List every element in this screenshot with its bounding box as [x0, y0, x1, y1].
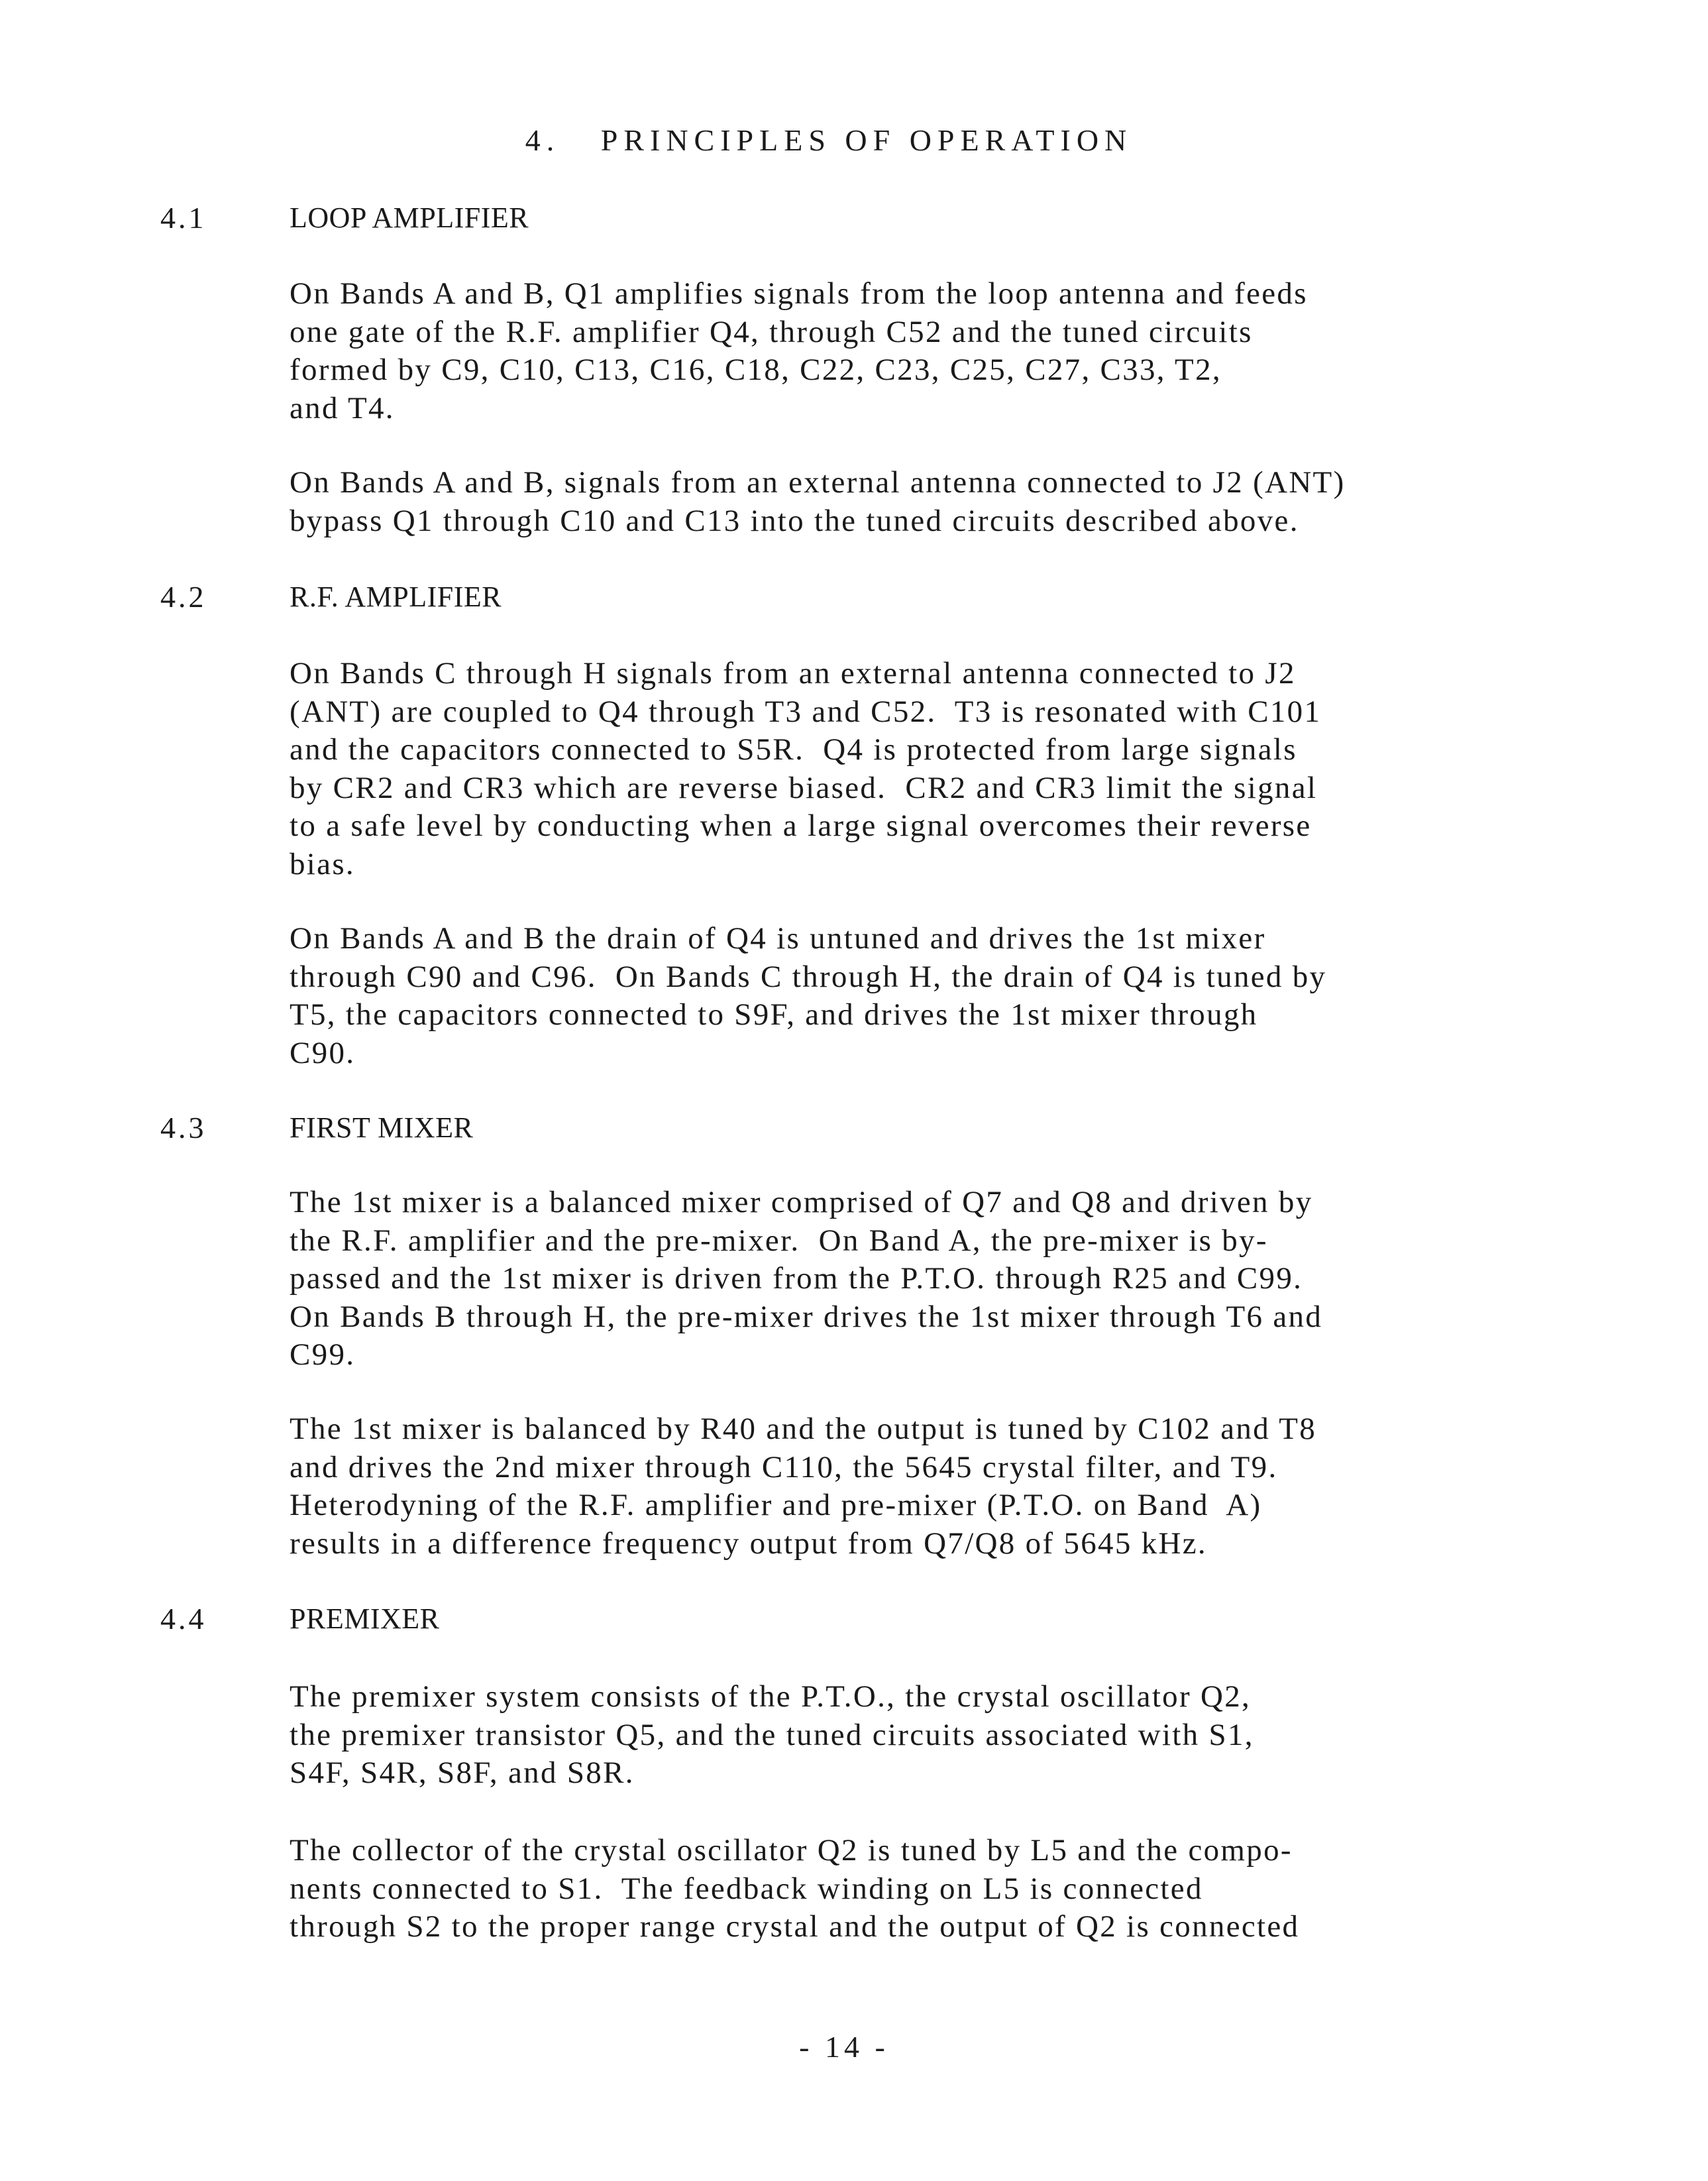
paragraph — [290, 1832, 1299, 1946]
text-line: (ANT) are coupled to Q4 through T3 and C52. T3 is resonated with C101 — [290, 694, 1322, 729]
text-line: passed and the 1st mixer is driven from the P.T.O. through R25 and C99. — [290, 1261, 1303, 1296]
section-number: 4.3 — [160, 1111, 207, 1145]
section-number: 4.1 — [160, 201, 207, 235]
text-line: nents connected to S1. The feedback winding on L5 is connected — [290, 1871, 1203, 1906]
paragraph — [290, 1410, 1316, 1563]
text-line: Heterodyning of the R.F. amplifier and pre-mixer (P.T.O. on Band A) — [290, 1488, 1262, 1522]
text-line: through C90 and C96. On Bands C through H, the drain of Q4 is tuned by — [290, 959, 1327, 994]
paragraph — [290, 920, 1326, 1072]
paragraph — [290, 655, 1321, 883]
section-number: 4.2 — [160, 580, 207, 614]
text-line: and T4. — [290, 390, 395, 425]
text-line: The collector of the crystal oscillator Q2 is tuned by L5 and the compo- — [290, 1833, 1293, 1868]
page-number: - 14 - — [799, 2030, 889, 2064]
text-line: and drives the 2nd mixer through C110, the 5645 crystal filter, and T9. — [290, 1449, 1278, 1484]
text-line: formed by C9, C10, C13, C16, C18, C22, C23, C25, C27, C33, T2, — [290, 353, 1222, 387]
text-line: The premixer system consists of the P.T.O., the crystal oscillator Q2, — [290, 1679, 1252, 1714]
text-line: and the capacitors connected to S5R. Q4 is protected from large signals — [290, 732, 1297, 767]
section-heading: LOOP AMPLIFIER — [290, 201, 529, 234]
text-line: the premixer transistor Q5, and the tuned circuits associated with S1, — [290, 1717, 1254, 1752]
text-line: through S2 to the proper range crystal and the output of Q2 is connected — [290, 1909, 1300, 1944]
text-line: by CR2 and CR3 which are reverse biased. CR2 and CR3 limit the signal — [290, 770, 1318, 805]
text-line: T5, the capacitors connected to S9F, and drives the 1st mixer through — [290, 997, 1258, 1032]
paragraph — [290, 275, 1308, 427]
text-line: The 1st mixer is balanced by R40 and the output is tuned by C102 and T8 — [290, 1412, 1317, 1446]
text-line: C90. — [290, 1035, 356, 1070]
text-line: On Bands A and B, signals from an external antenna connected to J2 (ANT) — [290, 465, 1346, 500]
text-line: On Bands A and B, Q1 amplifies signals from the loop antenna and feeds — [290, 276, 1308, 311]
text-line: bias. — [290, 846, 355, 881]
text-line: The 1st mixer is a balanced mixer comprised of Q7 and Q8 and driven by — [290, 1185, 1313, 1219]
section-heading: FIRST MIXER — [290, 1111, 474, 1144]
page-title: 4. PRINCIPLES OF OPERATION — [525, 123, 1133, 157]
text-line: On Bands A and B the drain of Q4 is untuned and drives the 1st mixer — [290, 921, 1266, 956]
text-line: On Bands B through H, the pre-mixer drives the 1st mixer through T6 and — [290, 1299, 1323, 1334]
text-line: the R.F. amplifier and the pre-mixer. On Band A, the pre-mixer is by- — [290, 1223, 1268, 1258]
paragraph — [290, 464, 1346, 540]
text-line: C99. — [290, 1337, 356, 1372]
paragraph — [290, 1678, 1254, 1793]
text-line: one gate of the R.F. amplifier Q4, through C52 and the tuned circuits — [290, 314, 1253, 349]
text-line: bypass Q1 through C10 and C13 into the tuned circuits described above. — [290, 503, 1299, 538]
section-number: 4.4 — [160, 1602, 207, 1636]
paragraph — [290, 1184, 1322, 1374]
text-line: results in a difference frequency output from Q7/Q8 of 5645 kHz. — [290, 1526, 1207, 1561]
section-heading: R.F. AMPLIFIER — [290, 581, 502, 613]
text-line: to a safe level by conducting when a large signal overcomes their reverse — [290, 809, 1312, 843]
text-line: On Bands C through H signals from an external antenna connected to J2 — [290, 656, 1296, 691]
text-line: S4F, S4R, S8F, and S8R. — [290, 1756, 635, 1790]
section-heading: PREMIXER — [290, 1602, 440, 1635]
